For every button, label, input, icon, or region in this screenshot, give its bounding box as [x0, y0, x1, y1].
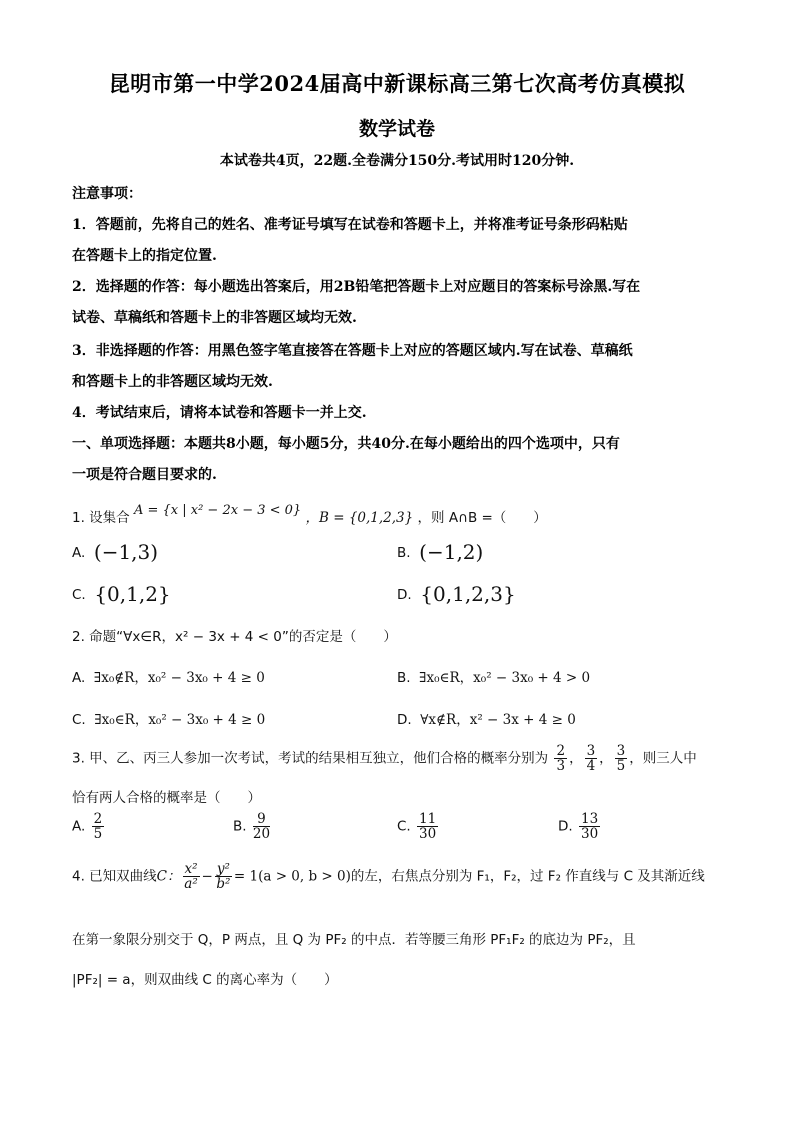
question-2-option-d: D. ∀x∉R，x² − 3x + 4 ≥ 0	[397, 712, 576, 728]
note-line: 2．选择题的作答：每小题选出答案后，用2B铅笔把答题卡上对应题目的答案标号涂黑.写在	[72, 279, 641, 295]
note-line: 3．非选择题的作答：用黑色签字笔直接答在答题卡上对应的答题区域内.写在试卷、草稿纸	[72, 343, 633, 359]
question-3-option-d: D. $\frac{13}{30}$	[558, 811, 599, 843]
section-heading: 一、单项选择题：本题共8小题，每小题5分，共40分.在每小题给出的四个选项中，只有	[72, 436, 620, 452]
note-line: 1．答题前，先将自己的姓名、准考证号填写在试卷和答题卡上，并将准考证号条形码粘贴	[72, 217, 628, 233]
question-1-stem: 1. 设集合 A = {x | x² − 2x − 3 < 0} ，B = {0,1,2,3} ，则 A∩B =（ ）	[72, 503, 547, 526]
exam-subject: 数学试卷	[358, 118, 435, 140]
question-3-option-a: A. $\frac{2}{5}$	[72, 811, 103, 843]
question-2-option-a: A. ∃x₀∉R，x₀² − 3x₀ + 4 ≥ 0	[72, 670, 265, 686]
fraction: $\frac{3}{5}$	[616, 743, 626, 775]
question-2-stem: 2. 命题“∀x∈R，x² − 3x + 4 < 0”的否定是（ ）	[72, 629, 397, 645]
notes-heading: 注意事项：	[72, 186, 142, 202]
question-1-option-d: D. {0,1,2,3}	[397, 582, 516, 606]
question-1-option-a: A. (−1,3)	[72, 540, 159, 564]
question-3-option-b: B. $\frac{9}{20}$	[233, 811, 271, 843]
exam-title: 昆明市第一中学2024届高中新课标高三第七次高考仿真模拟	[108, 71, 686, 96]
question-1-option-c: C. {0,1,2}	[72, 582, 171, 606]
note-line: 在答题卡上的指定位置.	[72, 248, 217, 264]
note-line: 4．考试结束后，请将本试卷和答题卡一并上交.	[72, 405, 367, 421]
exam-info: 本试卷共4页，22题.全卷满分150分.考试用时120分钟.	[219, 153, 575, 169]
question-4-stem-3: |PF₂| = a，则双曲线 C 的离心率为（ ）	[72, 972, 338, 988]
section-heading: 一项是符合题目要求的.	[72, 467, 217, 483]
question-1-option-b: B. (−1,2)	[397, 540, 484, 564]
question-4-stem-2: 在第一象限分别交于 Q，P 两点，且 Q 为 PF₂ 的中点．若等腰三角形 PF₁F₂ 的底边为 PF₂，且	[72, 932, 636, 948]
note-line: 试卷、草稿纸和答题卡上的非答题区域均无效.	[72, 310, 357, 326]
question-3-stem: 3. 甲、乙、丙三人参加一次考试，考试的结果相互独立，他们合格的概率分别为 $\frac{2}{3}$ ， $\frac{3}{4}$ ， $\frac{3}{5}$ ，则三人中	[72, 743, 697, 775]
question-2-option-b: B. ∃x₀∈R，x₀² − 3x₀ + 4 > 0	[397, 670, 591, 686]
question-4-stem: 4. 已知双曲线C： $\frac{\text{x²}}{\text{a²}}$ − $\frac{\text{y²}}{\text{b²}}$ = 1(a > 0, b > 0)的左，右焦点分别为 F₁，F₂，过 F₂ 作直线与 C 及其渐近线	[72, 861, 705, 893]
note-line: 和答题卡上的非答题区域均无效.	[72, 374, 273, 390]
question-2-option-c: C. ∃x₀∈R，x₀² − 3x₀ + 4 ≥ 0	[72, 712, 266, 728]
question-3-option-c: C. $\frac{11}{30}$	[397, 811, 437, 843]
fraction: $\frac{2}{3}$	[556, 743, 566, 775]
fraction: $\frac{3}{4}$	[586, 743, 596, 775]
question-3-stem-2: 恰有两人合格的概率是（ ）	[72, 790, 261, 806]
